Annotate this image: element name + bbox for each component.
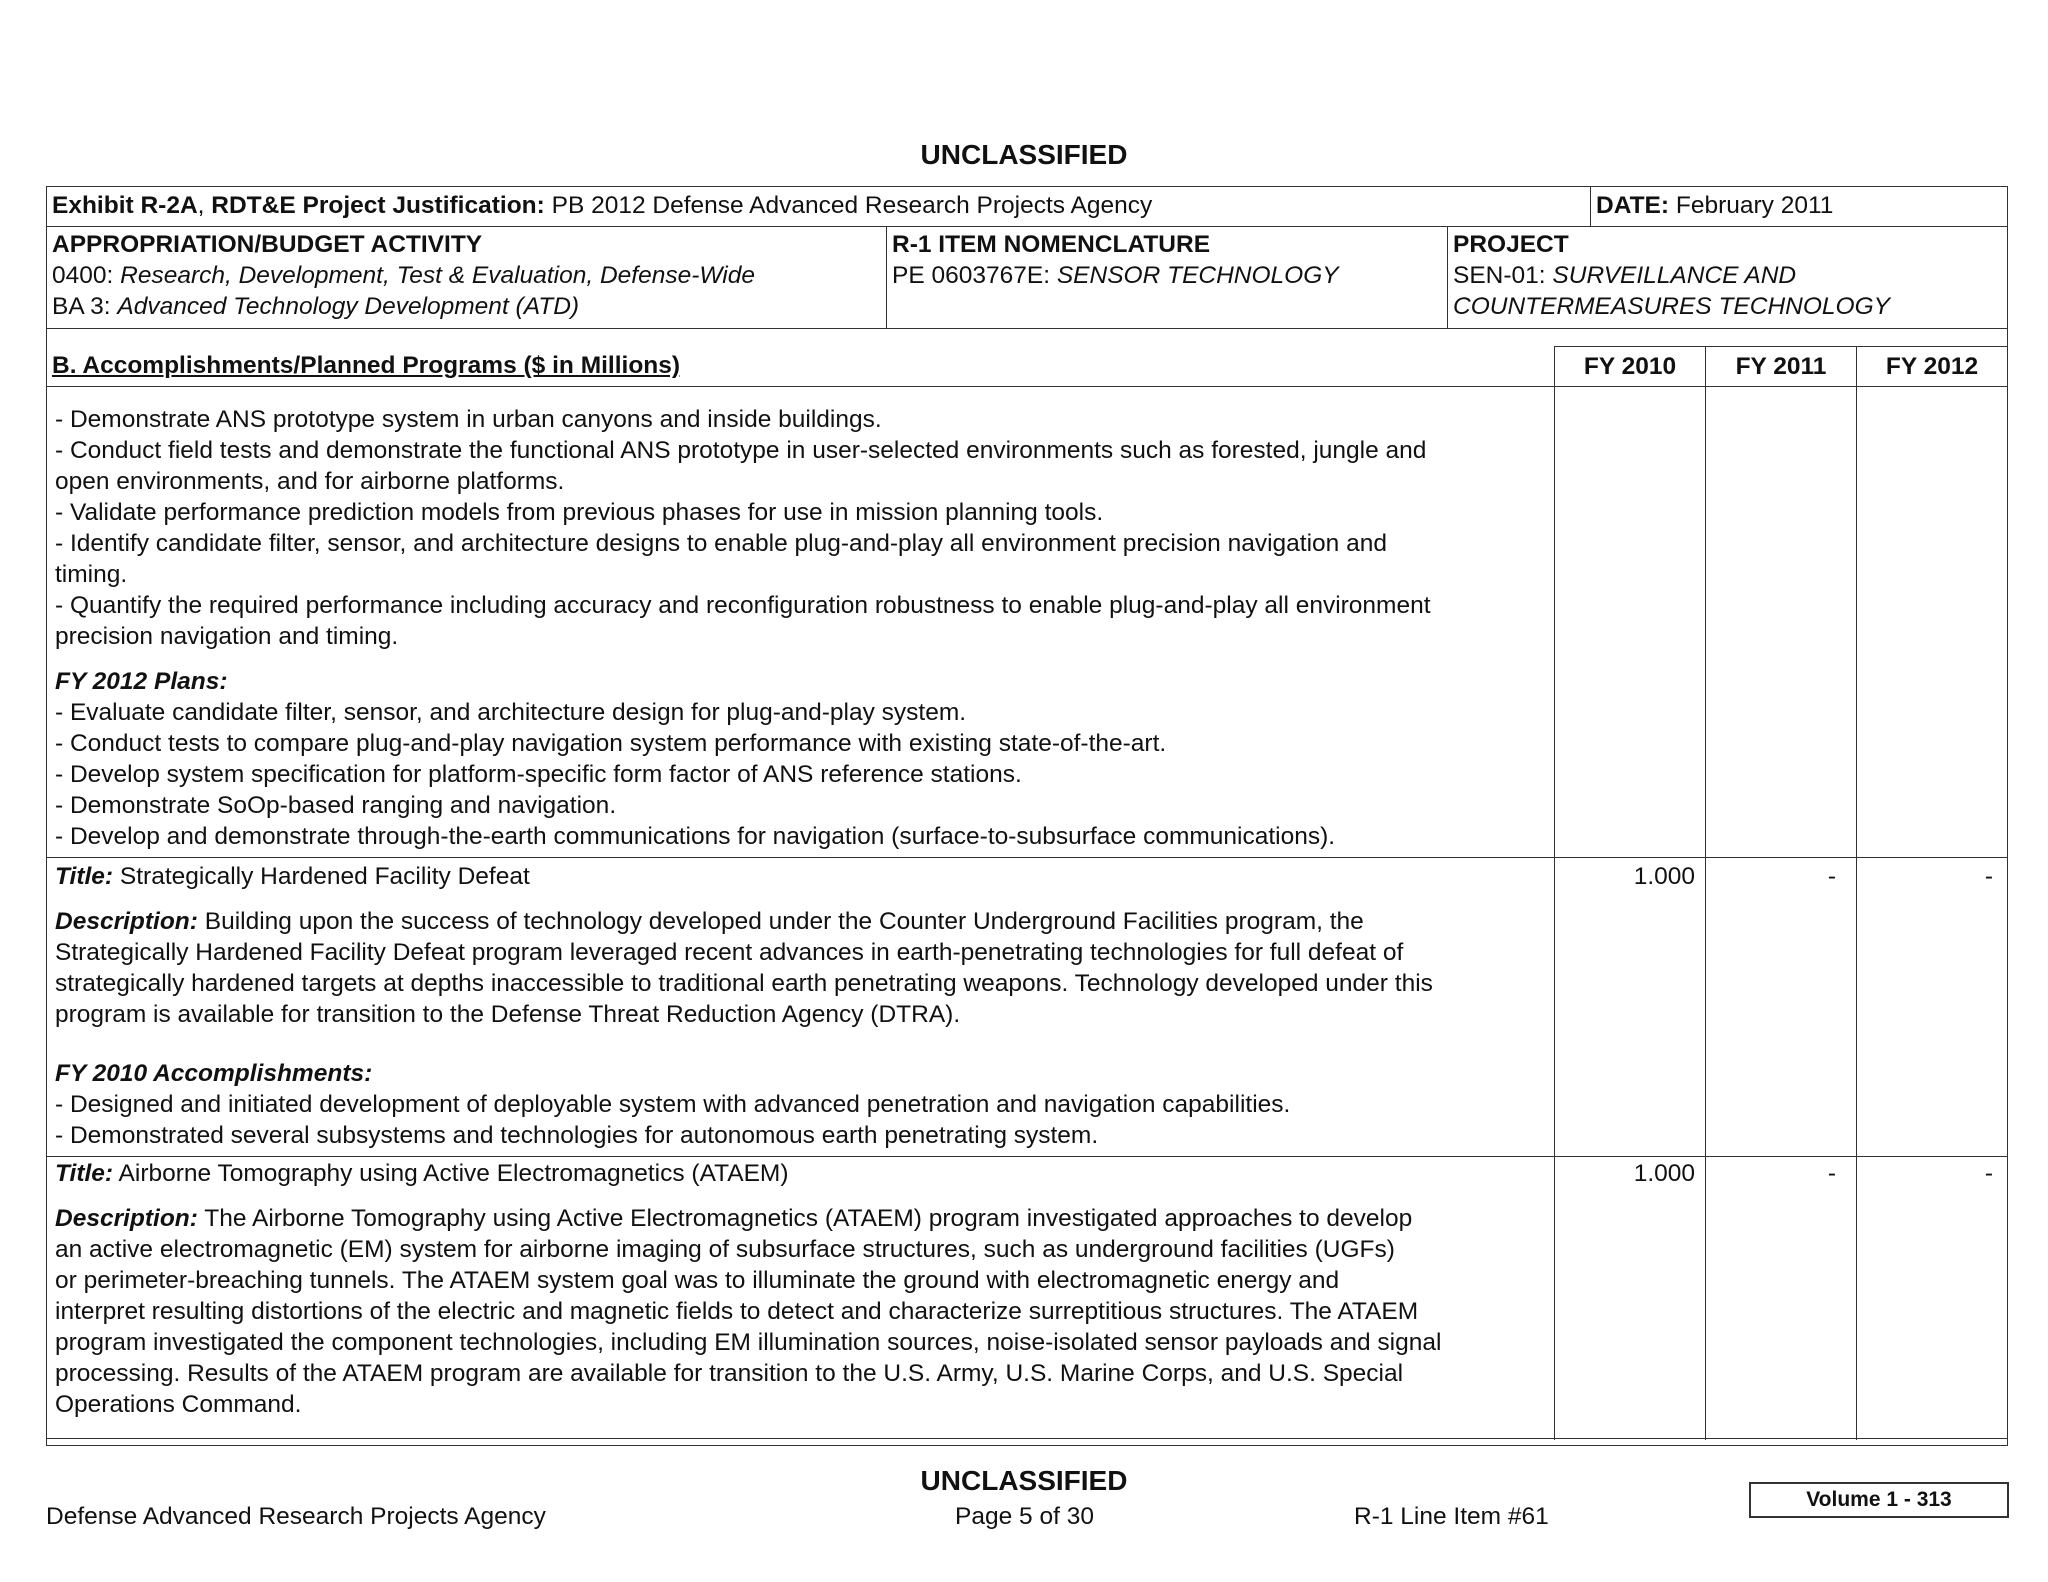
continued-line: - Demonstrate ANS prototype system in urban canyons and inside buildings.: [55, 406, 882, 433]
project-label: PROJECT: [1453, 231, 1569, 258]
accomplishment-item: - Demonstrated several subsystems and technologies for autonomous earth penetrating system.: [55, 1122, 1099, 1149]
continued-line: - Validate performance prediction models from previous phases for use in mission planning tools.: [55, 499, 1104, 526]
section-title: B. Accomplishments/Planned Programs ($ in Millions): [52, 352, 681, 379]
exhibit-label: Exhibit R-2A: [52, 192, 198, 219]
description-line: The Airborne Tomography using Active Electromagnetics (ATAEM) program investigated approaches to develop: [197, 1205, 1413, 1232]
r1-label: R-1 ITEM NOMENCLATURE: [892, 231, 1211, 258]
description-line: processing. Results of the ATAEM program are available for transition to the U.S. Army, U.S. Marine Corps, and U.S. Special: [55, 1360, 1404, 1387]
ba-desc: Advanced Technology Development (ATD): [117, 293, 580, 320]
program-ataem: [55, 1158, 1441, 1420]
footer-agency: Defense Advanced Research Projects Agency: [46, 1503, 546, 1530]
value-fy2010: 1.000: [1633, 1160, 1695, 1187]
continued-line: - Quantify the required performance including accuracy and reconfiguration robustness to enable plug-and-play all environment: [55, 592, 1431, 619]
appropriation-desc: Research, Development, Test & Evaluation, Defense-Wide: [120, 262, 755, 289]
plan-item: - Conduct tests to compare plug-and-play navigation system performance with existing state-of-the-art.: [55, 730, 1167, 757]
continued-line: open environments, and for airborne platforms.: [55, 468, 565, 495]
description-line: Operations Command.: [55, 1391, 302, 1418]
plan-item: - Demonstrate SoOp-based ranging and navigation.: [55, 792, 617, 819]
classification-top: UNCLASSIFIED: [920, 139, 1128, 170]
project-name-2: COUNTERMEASURES TECHNOLOGY: [1453, 293, 1890, 320]
description-line: or perimeter-breaching tunnels. The ATAEM system goal was to illuminate the ground with electromagnetic energy and: [55, 1267, 1340, 1294]
value-fy2011: -: [1827, 1160, 1836, 1187]
continued-line: timing.: [55, 561, 128, 588]
value-fy2010: 1.000: [1633, 863, 1695, 890]
plan-item: - Develop and demonstrate through-the-earth communications for navigation (surface-to-subsurface communications).: [55, 823, 1336, 850]
classification-bottom: UNCLASSIFIED: [920, 1465, 1128, 1496]
project-code: SEN-01:: [1453, 262, 1553, 289]
plans-heading: FY 2012 Plans:: [55, 668, 228, 695]
justification-label: RDT&E Project Justification:: [211, 192, 545, 219]
description-line: program investigated the component technologies, including EM illumination sources, noise-isolated sensor payloads and signal: [55, 1329, 1442, 1356]
value-fy2011: -: [1827, 863, 1836, 890]
description-line: an active electromagnetic (EM) system for airborne imaging of subsurface structures, such as underground facilities (UGFs): [55, 1236, 1395, 1263]
r1-name: SENSOR TECHNOLOGY: [1056, 262, 1339, 289]
plan-item: - Evaluate candidate filter, sensor, and architecture design for plug-and-play system.: [55, 699, 967, 726]
description-line: program is available for transition to the Defense Threat Reduction Agency (DTRA).: [55, 1001, 961, 1028]
program-shfd: [55, 861, 1433, 1151]
value-fy2012: -: [1984, 1160, 1993, 1187]
justification-value: PB 2012 Defense Advanced Research Projects Agency: [544, 192, 1153, 219]
continued-line: - Conduct field tests and demonstrate the functional ANS prototype in user-selected environments such as forested, jungle and: [55, 437, 1427, 464]
date-value: February 2011: [1669, 192, 1834, 219]
date-field: [1596, 190, 1833, 221]
appropriation-label: APPROPRIATION/BUDGET ACTIVITY: [52, 231, 483, 258]
project-block: [1453, 229, 1890, 322]
exhibit-title: [52, 190, 1152, 221]
appropriation-block: [52, 229, 755, 322]
description-label: Description:: [55, 1205, 198, 1232]
date-label: DATE:: [1596, 192, 1670, 219]
accomplishments-heading: FY 2010 Accomplishments:: [55, 1060, 373, 1087]
description-line: Building upon the success of technology developed under the Counter Underground Facilities program, the: [197, 908, 1364, 935]
footer-page: Page 5 of 30: [955, 1503, 1094, 1530]
project-name-1: SURVEILLANCE AND: [1552, 262, 1797, 289]
plan-item: - Develop system specification for platform-specific form factor of ANS reference stations.: [55, 761, 1022, 788]
value-fy2012: -: [1984, 863, 1993, 890]
ba-code: BA 3:: [52, 293, 118, 320]
program-title-label: Title:: [55, 863, 114, 890]
fy-header-2011: FY 2011: [1735, 353, 1827, 380]
program-title: Strategically Hardened Facility Defeat: [113, 863, 530, 890]
appropriation-code: 0400:: [52, 262, 121, 289]
footer-line-item: R-1 Line Item #61: [1354, 1503, 1549, 1530]
description-label: Description:: [55, 908, 198, 935]
volume-box: Volume 1 - 313: [1749, 1482, 2009, 1518]
accomplishment-item: - Designed and initiated development of deployable system with advanced penetration and navigation capabilities.: [55, 1091, 1291, 1118]
r1-block: [892, 229, 1339, 291]
exhibit-separator: ,: [197, 192, 212, 219]
r1-pe: PE 0603767E:: [892, 262, 1057, 289]
program-title: Airborne Tomography using Active Electromagnetics (ATAEM): [113, 1160, 789, 1187]
description-line: interpret resulting distortions of the electric and magnetic fields to detect and characterize surreptitious structures. The ATAEM: [55, 1298, 1419, 1325]
description-line: Strategically Hardened Facility Defeat program leveraged recent advances in earth-penetrating technologies for full defeat of: [55, 939, 1404, 966]
description-line: strategically hardened targets at depths inaccessible to traditional earth penetrating weapons. Technology developed under this: [55, 970, 1433, 997]
continued-line: precision navigation and timing.: [55, 623, 399, 650]
fy-header-2010: FY 2010: [1583, 353, 1677, 380]
continued-block: [55, 404, 1431, 852]
fy-header-2012: FY 2012: [1885, 353, 1979, 380]
program-title-label: Title:: [55, 1160, 114, 1187]
continued-line: - Identify candidate filter, sensor, and architecture designs to enable plug-and-play all environment precision navigation and: [55, 530, 1387, 557]
